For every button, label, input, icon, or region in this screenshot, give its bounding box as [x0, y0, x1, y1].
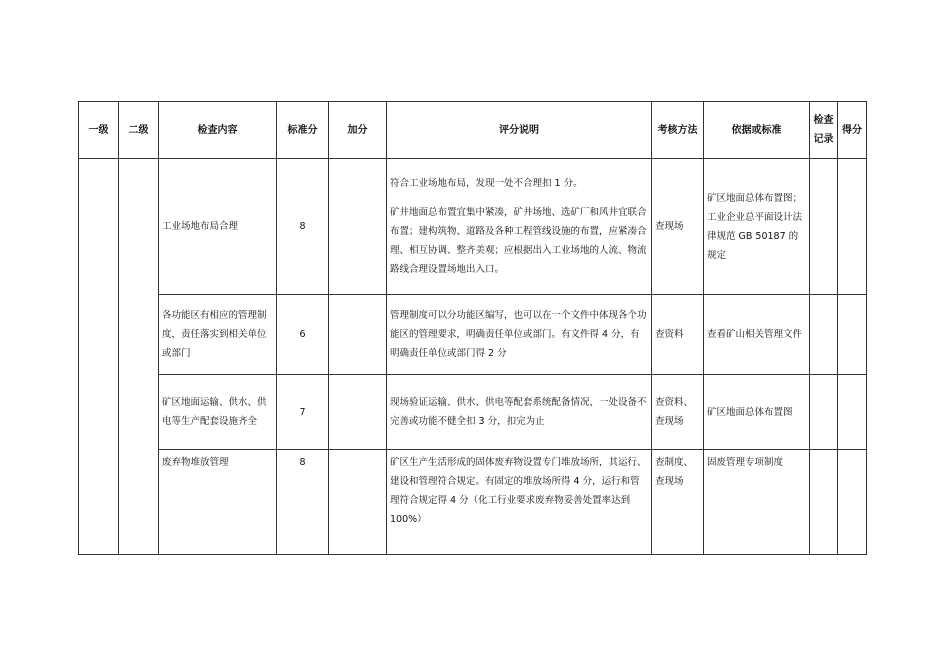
content-cell: 工业场地布局合理 — [159, 159, 277, 295]
standard-score-cell: 8 — [277, 450, 329, 555]
header-level1: 一级 — [79, 102, 119, 159]
header-basis: 依据或标准 — [704, 102, 810, 159]
header-method: 考核方法 — [652, 102, 704, 159]
scoring-desc-cell: 矿区生产生活形成的固体废弃物设置专门堆放场所，其运行、建设和管理符合规定。有固定的堆放场所得 4 分，运行和管理符合规定得 4 分（化工行业要求废弃物妥善处置率达到 100%） — [387, 450, 652, 555]
basis-cell: 固废管理专项制度 — [704, 450, 810, 555]
basis-cell: 矿区地面总体布置图；工业企业总平面设计法律规范 GB 50187 的规定 — [704, 159, 810, 295]
scoring-desc-cell — [387, 159, 652, 295]
header-level2: 二级 — [119, 102, 159, 159]
method-cell — [652, 450, 704, 555]
content-cell: 废弃物堆放管理 — [159, 450, 277, 555]
standard-score-cell: 7 — [277, 375, 329, 450]
table-row — [79, 450, 867, 555]
header-score: 得分 — [838, 102, 867, 159]
table-header-row — [79, 102, 867, 159]
header-check-record-line2: 记录 — [813, 134, 834, 145]
method-line: 查资料、 — [655, 397, 694, 408]
header-content: 检查内容 — [159, 102, 277, 159]
basis-cell: 查看矿山相关管理文件 — [704, 295, 810, 375]
check-record-cell[interactable] — [810, 159, 838, 295]
method-line: 查制度、 — [655, 457, 694, 468]
check-record-cell[interactable] — [810, 450, 838, 555]
score-cell[interactable] — [838, 375, 867, 450]
check-record-cell[interactable] — [810, 295, 838, 375]
table-row — [79, 159, 867, 295]
method-line: 查现场 — [655, 476, 684, 487]
scoring-desc-line: 符合工业场地布局，发现一处不合理扣 1 分。 — [390, 178, 583, 189]
score-cell[interactable] — [838, 159, 867, 295]
header-check-record-line1: 检查 — [813, 115, 834, 126]
method-line: 查现场 — [655, 416, 684, 427]
header-check-record — [810, 102, 838, 159]
bonus-cell — [329, 375, 387, 450]
method-cell: 查资料 — [652, 295, 704, 375]
level1-cell — [79, 159, 119, 555]
method-cell: 查现场 — [652, 159, 704, 295]
scoring-desc-cell: 现场验证运输、供水、供电等配套系统配备情况，一处设备不完善或功能不健全扣 3 分，扣完为止 — [387, 375, 652, 450]
score-cell[interactable] — [838, 450, 867, 555]
scoring-desc-line: 矿井地面总布置宜集中紧凑，矿井场地、选矿厂和风井宜联合布置；建构筑物、道路及各种工程管线设施的布置，应紧凑合理、相互协调、整齐美观；应根据出入工业场地的人流、物流路线合理设置场地出入口。 — [390, 207, 647, 275]
header-scoring-desc: 评分说明 — [387, 102, 652, 159]
table-row — [79, 375, 867, 450]
standard-score-cell: 8 — [277, 159, 329, 295]
inspection-table — [78, 101, 867, 555]
standard-score-cell: 6 — [277, 295, 329, 375]
bonus-cell — [329, 450, 387, 555]
header-bonus: 加分 — [329, 102, 387, 159]
header-standard-score: 标准分 — [277, 102, 329, 159]
method-cell — [652, 375, 704, 450]
basis-cell: 矿区地面总体布置图 — [704, 375, 810, 450]
bonus-cell — [329, 159, 387, 295]
content-cell: 矿区地面运输、供水、供电等生产配套设施齐全 — [159, 375, 277, 450]
table-row — [79, 295, 867, 375]
score-cell[interactable] — [838, 295, 867, 375]
content-cell: 各功能区有相应的管理制度，责任落实到相关单位或部门 — [159, 295, 277, 375]
scoring-desc-cell: 管理制度可以分功能区编写，也可以在一个文件中体现各个功能区的管理要求，明确责任单位或部门。有文件得 4 分，有明确责任单位或部门得 2 分 — [387, 295, 652, 375]
check-record-cell[interactable] — [810, 375, 838, 450]
level2-cell — [119, 159, 159, 555]
bonus-cell — [329, 295, 387, 375]
